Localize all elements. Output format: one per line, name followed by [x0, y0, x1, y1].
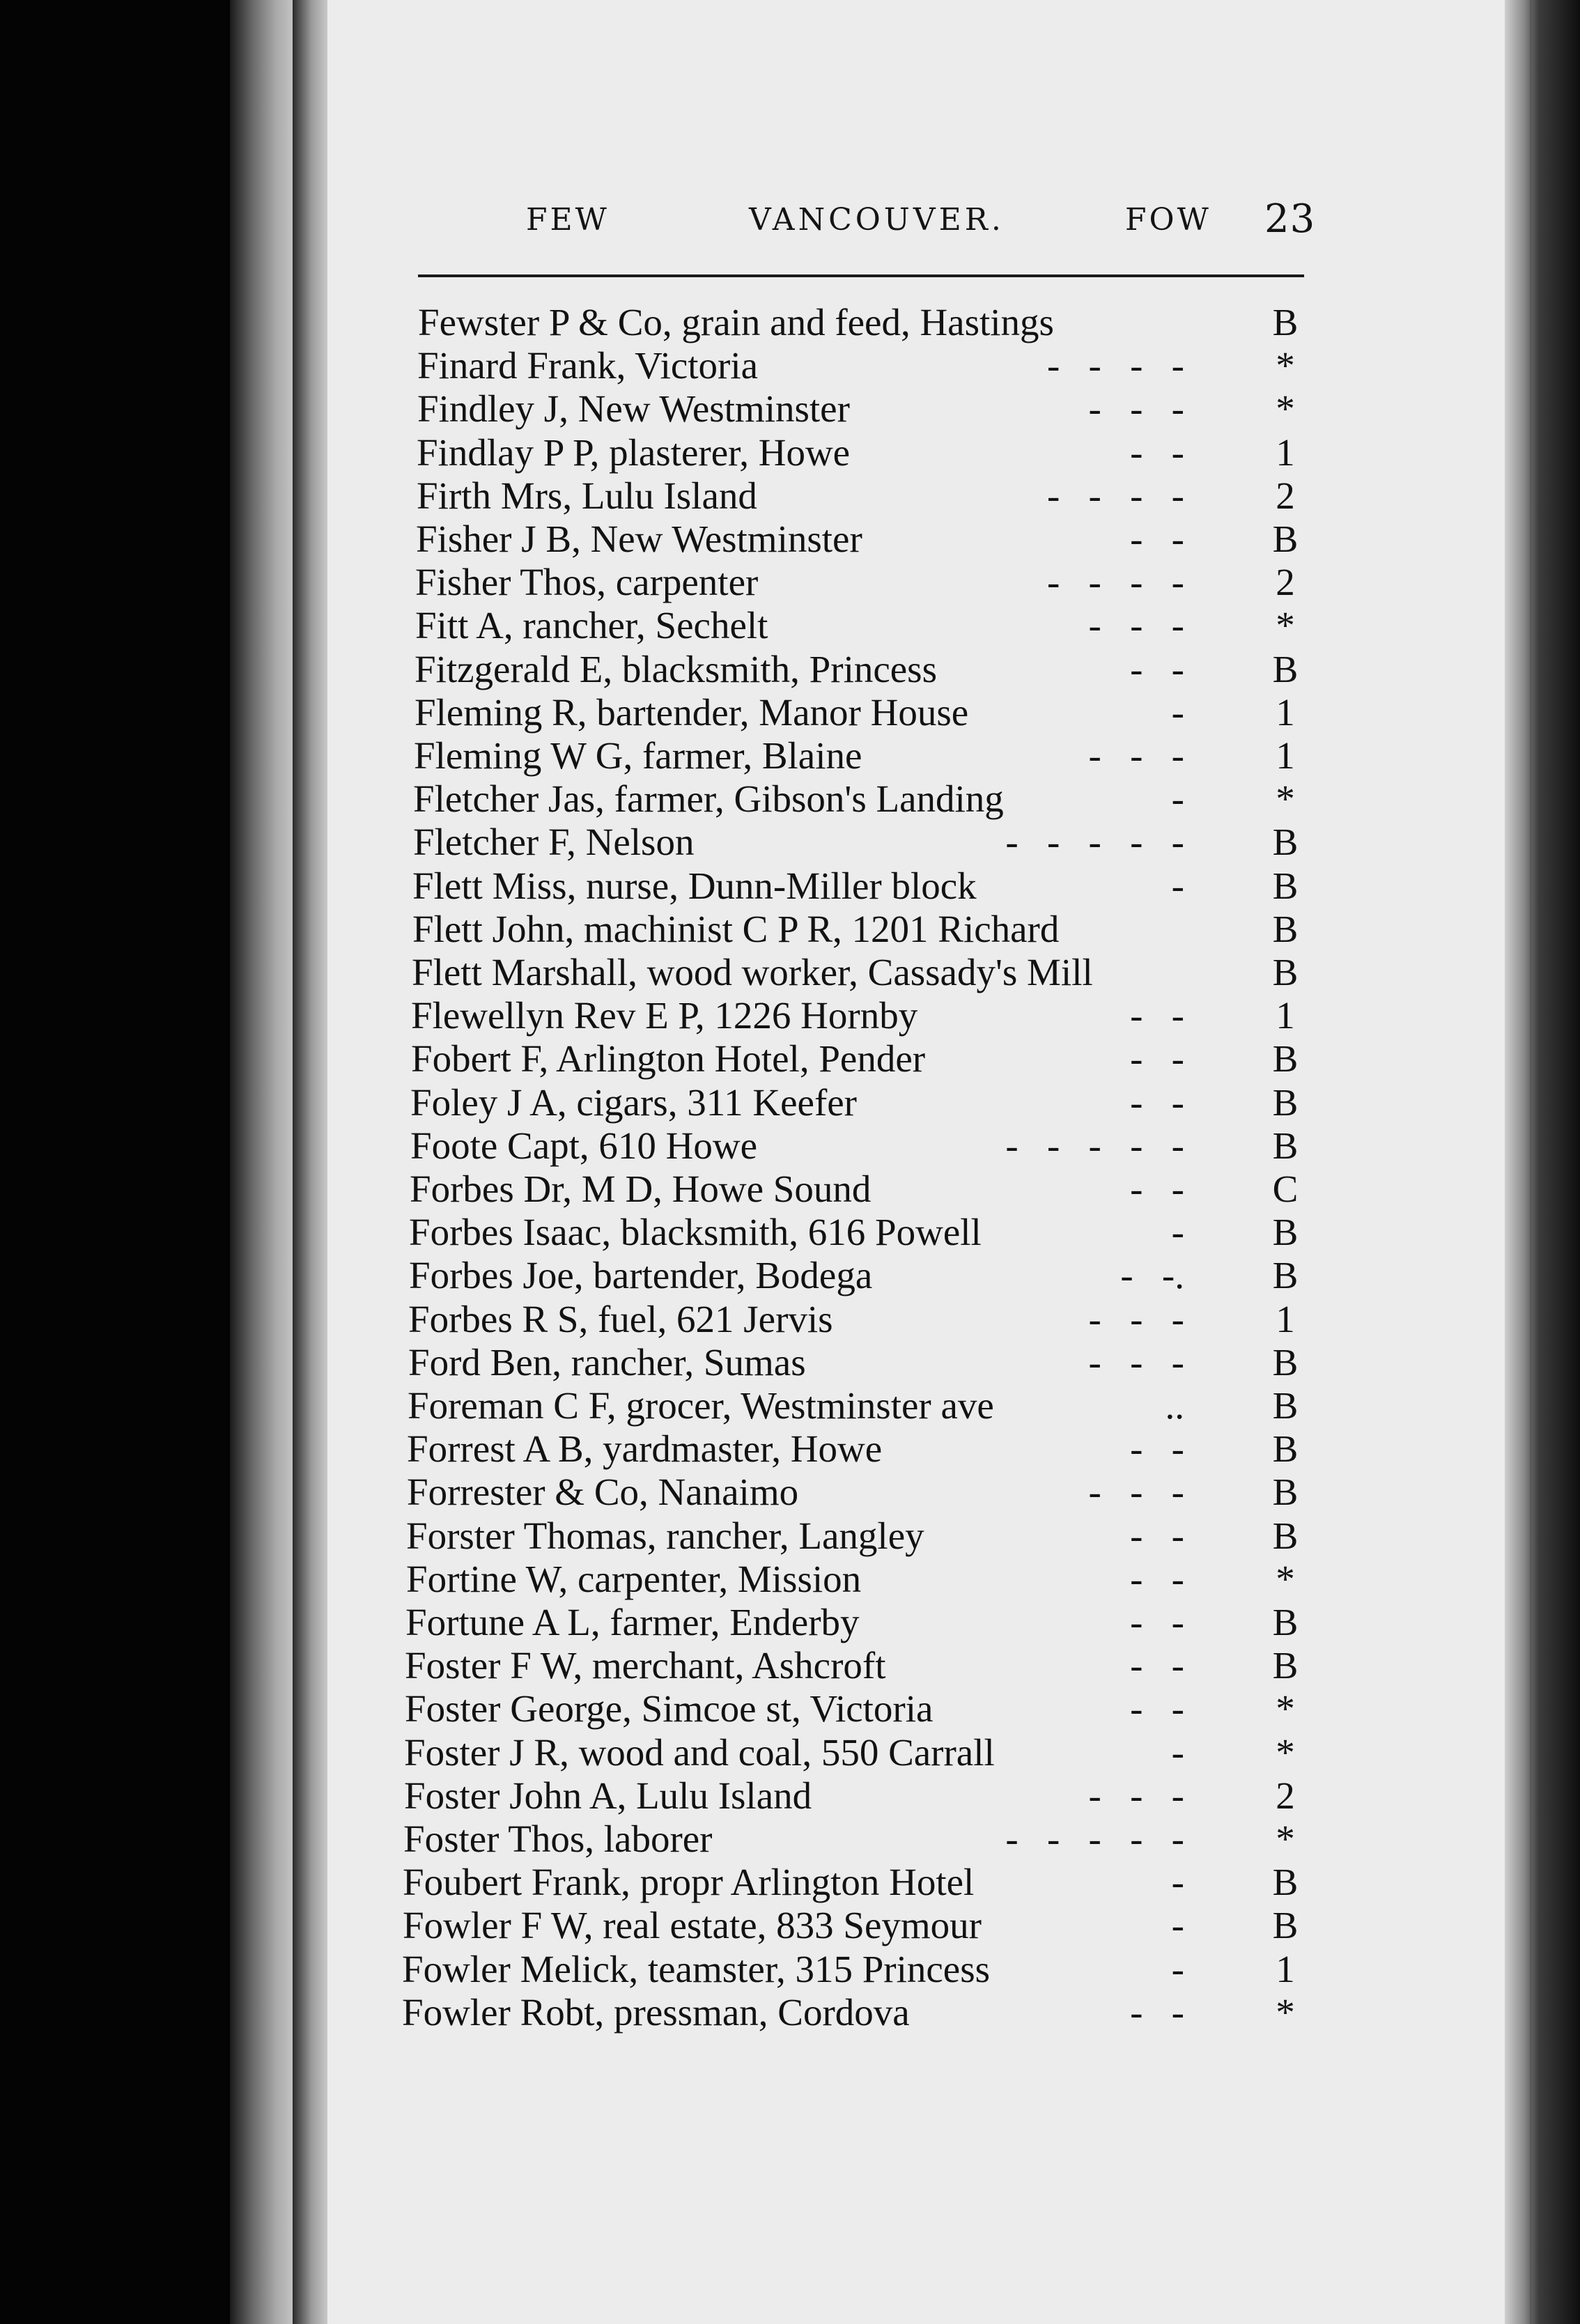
- page-number: 23: [1264, 196, 1316, 242]
- entry-name-address: Finard Frank, Victoria: [417, 344, 759, 387]
- directory-entry: [405, 1601, 1324, 1644]
- entry-code: 2: [1276, 474, 1295, 517]
- entry-name-address: Forrest A B, yardmaster, Howe: [407, 1427, 883, 1471]
- entry-leader-dashes: - - - -: [1046, 474, 1184, 517]
- entry-leader-dashes: - -: [1130, 1080, 1184, 1124]
- entry-code: *: [1276, 1730, 1295, 1774]
- directory-entry: [403, 1861, 1324, 1904]
- entry-code: B: [1272, 1904, 1299, 1947]
- entry-code: B: [1272, 1211, 1299, 1254]
- entry-leader-dashes: - -: [1130, 1601, 1184, 1643]
- right-guide-word: FOW: [1125, 202, 1211, 238]
- entry-name-address: Forbes Joe, bartender, Bodega: [409, 1254, 873, 1297]
- entry-name-address: Flett Miss, nurse, Dunn-Miller block: [412, 864, 977, 907]
- entry-name-address: Foote Capt, 610 Howe: [410, 1124, 758, 1167]
- entry-code: 1: [1276, 431, 1295, 474]
- directory-entry: [408, 1298, 1324, 1341]
- entry-code: B: [1272, 907, 1299, 950]
- directory-entry: [405, 1687, 1324, 1730]
- directory-entry: [406, 1515, 1324, 1558]
- entry-code: *: [1276, 1990, 1295, 2034]
- entry-name-address: Ford Ben, rancher, Sumas: [408, 1340, 806, 1384]
- entry-name-address: Firth Mrs, Lulu Island: [417, 474, 757, 517]
- entry-leader-dashes: - -: [1130, 1168, 1184, 1210]
- entry-leader-dashes: - -: [1130, 1037, 1184, 1080]
- entry-leader-dashes: - - -: [1088, 1774, 1184, 1817]
- entry-code: B: [1272, 1080, 1299, 1124]
- directory-entry: [409, 1211, 1324, 1254]
- entry-leader-dashes: -: [1171, 1861, 1184, 1904]
- entry-leader-dashes: -: [1171, 864, 1184, 907]
- entry-leader-dashes: - -: [1130, 994, 1184, 1037]
- entry-leader-dashes: - - -: [1088, 1471, 1184, 1514]
- entry-code: C: [1272, 1168, 1299, 1210]
- entry-name-address: Flett John, machinist C P R, 1201 Richard: [412, 907, 1060, 950]
- entry-code: B: [1272, 1124, 1299, 1167]
- entry-name-address: Forbes R S, fuel, 621 Jervis: [408, 1297, 833, 1340]
- directory-entry: [416, 518, 1324, 561]
- entry-name-address: Forrester & Co, Nanaimo: [407, 1471, 799, 1514]
- entry-leader-dashes: -: [1171, 1947, 1184, 1990]
- directory-entry: [410, 1081, 1324, 1124]
- entry-code: B: [1272, 647, 1299, 690]
- entry-code: 2: [1276, 561, 1295, 604]
- entry-name-address: Foster George, Simcoe st, Victoria: [405, 1687, 934, 1730]
- entry-leader-dashes: - -: [1130, 1644, 1184, 1687]
- directory-entry: [407, 1471, 1324, 1514]
- entry-code: 1: [1276, 1947, 1295, 1990]
- directory-entry: [408, 1384, 1324, 1427]
- entry-name-address: Fletcher Jas, farmer, Gibson's Landing: [413, 777, 1004, 821]
- entry-code: *: [1276, 387, 1295, 431]
- entry-code: *: [1276, 1557, 1295, 1600]
- entry-leader-dashes: - -: [1130, 1557, 1184, 1600]
- directory-entry: [412, 908, 1324, 951]
- entry-name-address: Fisher Thos, carpenter: [415, 561, 759, 604]
- entry-code: *: [1276, 604, 1295, 647]
- directory-entry: [402, 1991, 1324, 2034]
- entry-leader-dashes: -: [1171, 1904, 1184, 1947]
- entry-name-address: Fleming R, bartender, Manor House: [415, 690, 969, 734]
- entry-leader-dashes: -: [1171, 1211, 1184, 1254]
- entry-code: B: [1272, 1254, 1299, 1297]
- entry-code: 1: [1276, 994, 1295, 1037]
- directory-entry: [404, 1774, 1324, 1818]
- entry-name-address: Forster Thomas, rancher, Langley: [406, 1514, 924, 1557]
- entry-name-address: Fitt A, rancher, Sechelt: [415, 604, 768, 647]
- entry-name-address: Foley J A, cigars, 311 Keefer: [410, 1080, 857, 1124]
- entry-name-address: Flewellyn Rev E P, 1226 Hornby: [411, 994, 918, 1037]
- entry-name-address: Fowler Robt, pressman, Cordova: [402, 1990, 910, 2034]
- entry-code: 1: [1276, 690, 1295, 734]
- entry-code: *: [1276, 1687, 1295, 1730]
- entry-code: *: [1276, 777, 1295, 821]
- entry-name-address: Fleming W G, farmer, Blaine: [414, 734, 862, 777]
- entry-leader-dashes: - - - -: [1046, 561, 1184, 604]
- entry-code: *: [1276, 1818, 1295, 1860]
- entry-leader-dashes: - -: [1130, 1687, 1184, 1730]
- entry-leader-dashes: - -: [1130, 431, 1184, 474]
- entry-code: B: [1272, 1644, 1299, 1687]
- entry-name-address: Foster F W, merchant, Ashcroft: [405, 1644, 886, 1687]
- directory-entry: [411, 994, 1324, 1037]
- entry-name-address: Foster Thos, laborer: [403, 1818, 713, 1860]
- entry-name-address: Fletcher F, Nelson: [413, 821, 695, 864]
- directory-entry: [410, 1124, 1324, 1168]
- entry-code: B: [1272, 1471, 1299, 1514]
- running-title: VANCOUVER.: [749, 202, 1005, 238]
- entry-name-address: Fewster P & Co, grain and feed, Hastings: [418, 301, 1054, 343]
- entry-leader-dashes: -: [1171, 690, 1184, 734]
- directory-entry: [404, 1731, 1324, 1774]
- entry-name-address: Forbes Isaac, blacksmith, 616 Powell: [409, 1211, 982, 1254]
- entry-code: 1: [1276, 1297, 1295, 1340]
- entry-code: B: [1272, 301, 1299, 343]
- entry-name-address: Forbes Dr, M D, Howe Sound: [410, 1168, 872, 1210]
- entry-leader-dashes: - - -: [1088, 734, 1184, 777]
- entry-name-address: Fisher J B, New Westminster: [416, 518, 862, 560]
- entry-code: 1: [1276, 734, 1295, 777]
- entry-leader-dashes: - -: [1130, 1990, 1184, 2034]
- directory-entry: [418, 301, 1324, 344]
- directory-entry: [406, 1558, 1324, 1601]
- entry-name-address: Findlay P P, plasterer, Howe: [417, 431, 851, 474]
- entry-leader-dashes: - - - - -: [1005, 1124, 1184, 1167]
- entry-leader-dashes: ..: [1165, 1384, 1184, 1427]
- entry-code: 2: [1276, 1774, 1295, 1817]
- entry-leader-dashes: - - - -: [1046, 344, 1184, 387]
- entry-name-address: Fortune A L, farmer, Enderby: [405, 1601, 860, 1643]
- entry-leader-dashes: - -.: [1120, 1254, 1184, 1297]
- entry-leader-dashes: - -: [1130, 1427, 1184, 1471]
- directory-entry: [415, 648, 1324, 691]
- entry-code: B: [1272, 821, 1299, 864]
- entry-leader-dashes: -: [1171, 777, 1184, 821]
- entry-leader-dashes: - -: [1130, 1514, 1184, 1557]
- entry-code: B: [1272, 518, 1299, 560]
- directory-entry: [415, 604, 1324, 647]
- directory-entry: [417, 474, 1324, 518]
- entry-name-address: Fowler F W, real estate, 833 Seymour: [403, 1904, 982, 1947]
- entry-name-address: Foster John A, Lulu Island: [404, 1774, 812, 1817]
- directory-entry: [413, 777, 1324, 821]
- directory-entry: [415, 691, 1324, 734]
- directory-entry: [417, 387, 1324, 431]
- entry-name-address: Fitzgerald E, blacksmith, Princess: [415, 647, 937, 690]
- directory-entry: [415, 561, 1324, 604]
- directory-entry: [409, 1254, 1324, 1297]
- directory-entry: [417, 344, 1324, 387]
- directory-entry: [407, 1427, 1324, 1471]
- directory-entry: [413, 821, 1324, 864]
- left-guide-word: FEW: [526, 202, 610, 238]
- entry-name-address: Foster J R, wood and coal, 550 Carrall: [404, 1730, 995, 1774]
- entry-code: B: [1272, 1601, 1299, 1643]
- directory-entry: [403, 1904, 1324, 1947]
- directory-entry: [405, 1644, 1324, 1687]
- directory-entry: [408, 1341, 1324, 1384]
- entry-leader-dashes: - -: [1130, 647, 1184, 690]
- entry-code: B: [1272, 1384, 1299, 1427]
- entry-name-address: Fowler Melick, teamster, 315 Princess: [402, 1947, 991, 1990]
- directory-entry: [402, 1948, 1324, 1991]
- entry-code: B: [1272, 1037, 1299, 1080]
- entry-name-address: Fortine W, carpenter, Mission: [406, 1557, 862, 1600]
- entry-name-address: Foubert Frank, propr Arlington Hotel: [403, 1861, 975, 1904]
- directory-entry: [417, 431, 1324, 474]
- entry-name-address: Fobert F, Arlington Hotel, Pender: [411, 1037, 926, 1080]
- entry-code: B: [1272, 1340, 1299, 1384]
- entry-leader-dashes: - - -: [1088, 1297, 1184, 1340]
- directory-entry: [412, 951, 1324, 994]
- entry-leader-dashes: - - - - -: [1005, 1818, 1184, 1860]
- entry-code: B: [1272, 1514, 1299, 1557]
- entry-code: B: [1272, 864, 1299, 907]
- entry-name-address: Findley J, New Westminster: [417, 387, 850, 431]
- directory-entry: [410, 1168, 1324, 1211]
- entry-leader-dashes: - - -: [1088, 1340, 1184, 1384]
- entry-leader-dashes: - -: [1130, 518, 1184, 560]
- entry-code: *: [1276, 344, 1295, 387]
- entry-leader-dashes: - - - - -: [1005, 821, 1184, 864]
- entry-leader-dashes: -: [1171, 1730, 1184, 1774]
- entry-code: B: [1272, 1861, 1299, 1904]
- entry-name-address: Foreman C F, grocer, Westminster ave: [408, 1384, 994, 1427]
- directory-entry: [412, 865, 1324, 908]
- entry-leader-dashes: - - -: [1088, 604, 1184, 647]
- directory-entry: [414, 734, 1324, 777]
- entry-leader-dashes: - - -: [1088, 387, 1184, 431]
- directory-entry: [411, 1037, 1324, 1080]
- directory-entry: [403, 1818, 1324, 1861]
- entry-code: B: [1272, 951, 1299, 993]
- entry-name-address: Flett Marshall, wood worker, Cassady's Mill: [412, 951, 1093, 993]
- entry-code: B: [1272, 1427, 1299, 1471]
